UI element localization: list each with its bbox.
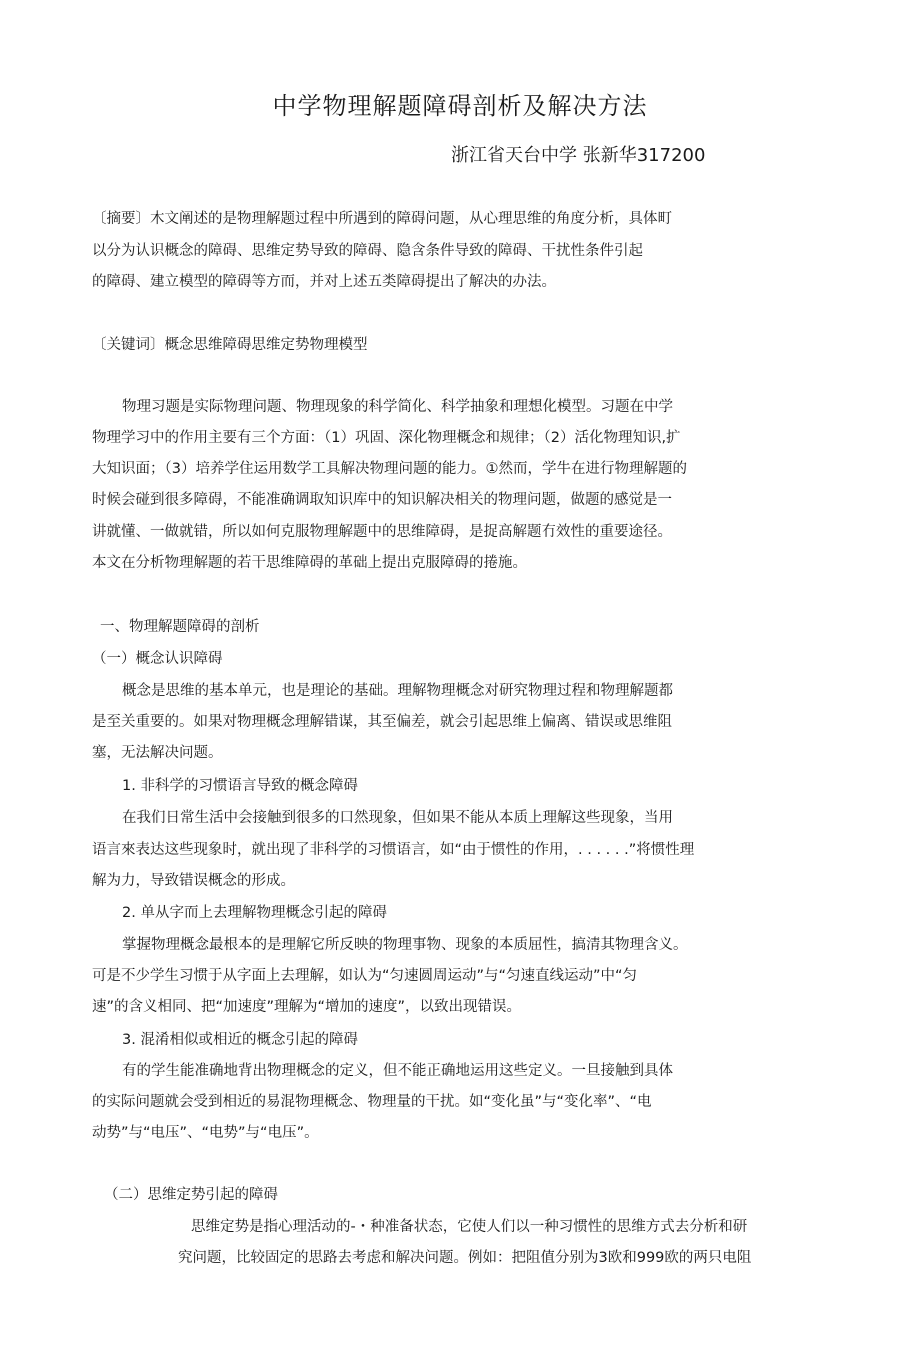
- abstract-line: 以分为认识概念的障碍、思维定势导致的障碍、隐含条件导致的障碍、干扰性条件引起: [92, 243, 643, 259]
- intro-line: 讲就懂、一做就错，所以如何克服物理解题中的思维障碍，是捉高解题冇效性的重要途径。: [92, 524, 672, 540]
- section-heading: 一、物理解题障碍的剖析: [100, 619, 260, 635]
- abstract-line: 的障碍、建立模型的障碍等方而，并对上述五类障碍提出了解决的办法。: [92, 274, 556, 290]
- item-heading: 1. 非科学的习惯语言导致的概念障碍: [122, 778, 358, 794]
- intro-line: 本文在分析物理解题的若干思维障碍的革础上提出克服障碍的捲施。: [92, 555, 527, 571]
- intro-line: 物理学习中的作用主要有三个方面：（1）巩固、深化物理概念和规律；（2）活化物理知识,扩: [92, 430, 681, 446]
- paragraph-line: 解为力，导致错误概念的形成。: [92, 873, 295, 889]
- paragraph-line: 的实际问题就会受到相近的易混物理概念、物理量的干扰。如“变化虽”与“变化率”、“电: [92, 1094, 652, 1110]
- paragraph-line: 语言來表达这些现象时，就出现了非科学的习惯语言，如“由于惯性的作用，. . . . . .”将惯性理: [92, 842, 695, 858]
- intro-line: 物理习题是实际物理问题、物理现象的科学简化、科学抽象和理想化模型。习题在中学: [122, 399, 673, 415]
- author-line: 浙江省天台中学 张新华317200: [451, 145, 706, 166]
- paragraph-line: 塞，无法解决问题。: [92, 745, 223, 761]
- paragraph-line: 在我们日常生活中会接触到很多的口然现象，但如果不能从本质上理解这些现象，当用: [122, 810, 673, 826]
- paragraph-line: 是至关重要的。如果对物理概念理解错谋，其至偏差，就会引起思维上偏离、错误或思维阻: [92, 714, 672, 730]
- paragraph-line: 掌握物理概念最根本的是理解它所反映的物理事物、现象的本质屈性，搞清其物理含义。: [122, 937, 688, 953]
- paragraph-line: 有的学生能准确地背出物理概念的定义，但不能正确地运用这些定义。一旦接触到具体: [122, 1063, 673, 1079]
- keywords: 〔关键词〕概念思维障碍思维定势物理模型: [92, 337, 368, 353]
- intro-line: 时候会碰到很多障碍，不能准确调取知识库中的知识解决相关的物理问题，做题的感觉是一: [92, 492, 672, 508]
- item-heading: 3. 混淆相似或相近的概念引起的障碍: [122, 1032, 358, 1048]
- page-title: 中学物理解题障碍剖析及解决方法: [272, 92, 648, 120]
- subsection-heading: （二）思维定势引起的障碍: [104, 1187, 278, 1203]
- intro-line: 大知识面；（3）培养学住运用数学工具解决物理问题的能力。①然而，学牛在进行物理解题的: [92, 461, 687, 477]
- paragraph-line: 动势”与“电压”、“电势”与“电压”。: [92, 1125, 319, 1141]
- subsection-heading: （一）概念认识障碍: [92, 651, 223, 667]
- abstract-line: 〔摘要〕木文阐述的是物理解题过程中所遇到的障碍问题，从心理思维的角度分析，具体町: [92, 211, 672, 227]
- paragraph-line: 可是不少学生习惯于从字面上去理解，如认为“匀速圆周运动”与“匀速直线运动”中“匀: [92, 968, 638, 984]
- paragraph-line: 究问题，比较固定的思路去考虑和解决问题。例如：把阻值分别为3欧和999欧的两只电阻: [178, 1250, 752, 1266]
- item-heading: 2. 单从字而上去理解物理概念引起的障碍: [122, 905, 387, 921]
- paragraph-line: 思维定势是指心理活动的-・种准备状态，它使人们以一种习惯性的思维方式去分析和研: [191, 1219, 748, 1235]
- paragraph-line: 速”的含义相同、把“加速度”理解为“增加的速度”，以致出现错误。: [92, 999, 522, 1015]
- paragraph-line: 概念是思维的基本单元，也是理论的基础。理解物理概念对研究物理过程和物理解题都: [122, 683, 673, 699]
